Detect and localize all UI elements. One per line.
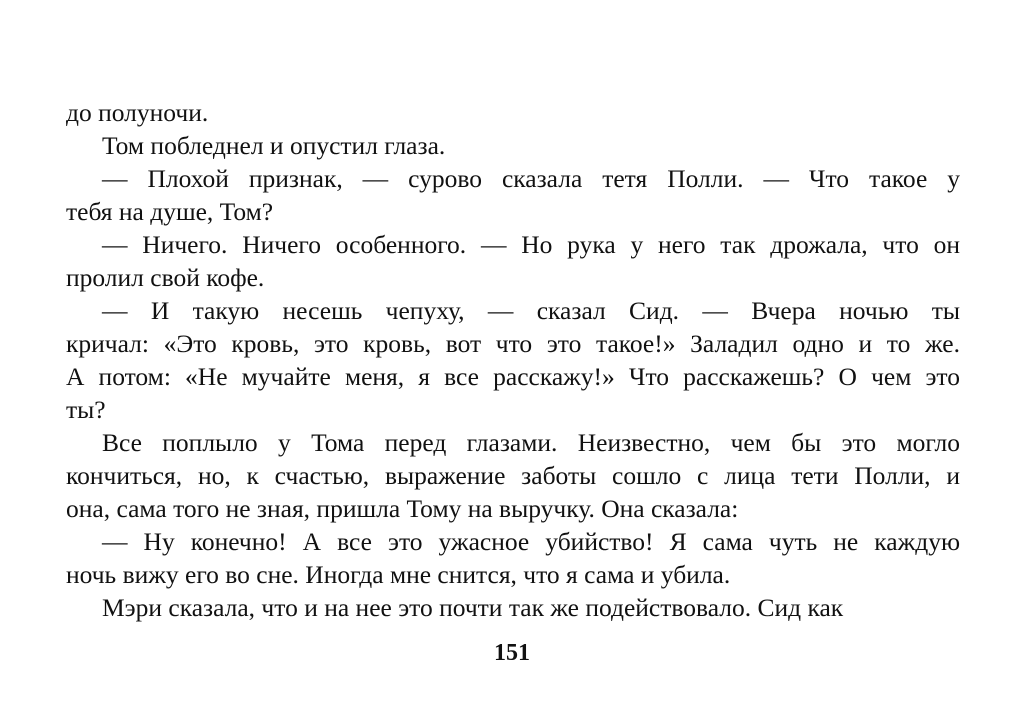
text-line: пролил свой кофе. xyxy=(66,263,265,292)
page-number: 151 xyxy=(494,640,530,666)
text-line: — И такую несешь чепуху, — сказал Сид. — Вчера ночью ты xyxy=(102,296,960,325)
text-line: Мэри сказала, что и на нее это почти так же подействовало. Сид как xyxy=(102,593,844,622)
text-line: кричал: «Это кровь, это кровь, вот что это такое!» Заладил одно и то же. xyxy=(66,329,960,358)
text-line: А потом: «Не мучайте меня, я все расскажу!» Что расскажешь? О чем это xyxy=(66,362,960,391)
text-line: — Ничего. Ничего особенного. — Но рука у него так дрожала, что он xyxy=(102,230,960,259)
text-line: до полуночи. xyxy=(66,98,209,127)
text-line: она, сама того не зная, пришла Тому на выручку. Она сказала: xyxy=(66,494,739,523)
text-line: — Плохой признак, — сурово сказала тетя Полли. — Что такое у xyxy=(102,164,960,193)
text-line: ты? xyxy=(66,395,106,424)
text-line: Все поплыло у Тома перед глазами. Неизвестно, чем бы это могло xyxy=(102,428,960,457)
text-line: — Ну конечно! А все это ужасное убийство! Я сама чуть не каждую xyxy=(102,527,960,556)
text-line: кончиться, но, к счастью, выражение заботы сошло с лица тети Полли, и xyxy=(66,461,960,490)
page-text xyxy=(66,96,960,624)
text-line: тебя на душе, Том? xyxy=(66,197,274,226)
text-line: ночь вижу его во сне. Иногда мне снится, что я сама и убила. xyxy=(66,560,731,589)
text-line: Том побледнел и опустил глаза. xyxy=(102,131,446,160)
